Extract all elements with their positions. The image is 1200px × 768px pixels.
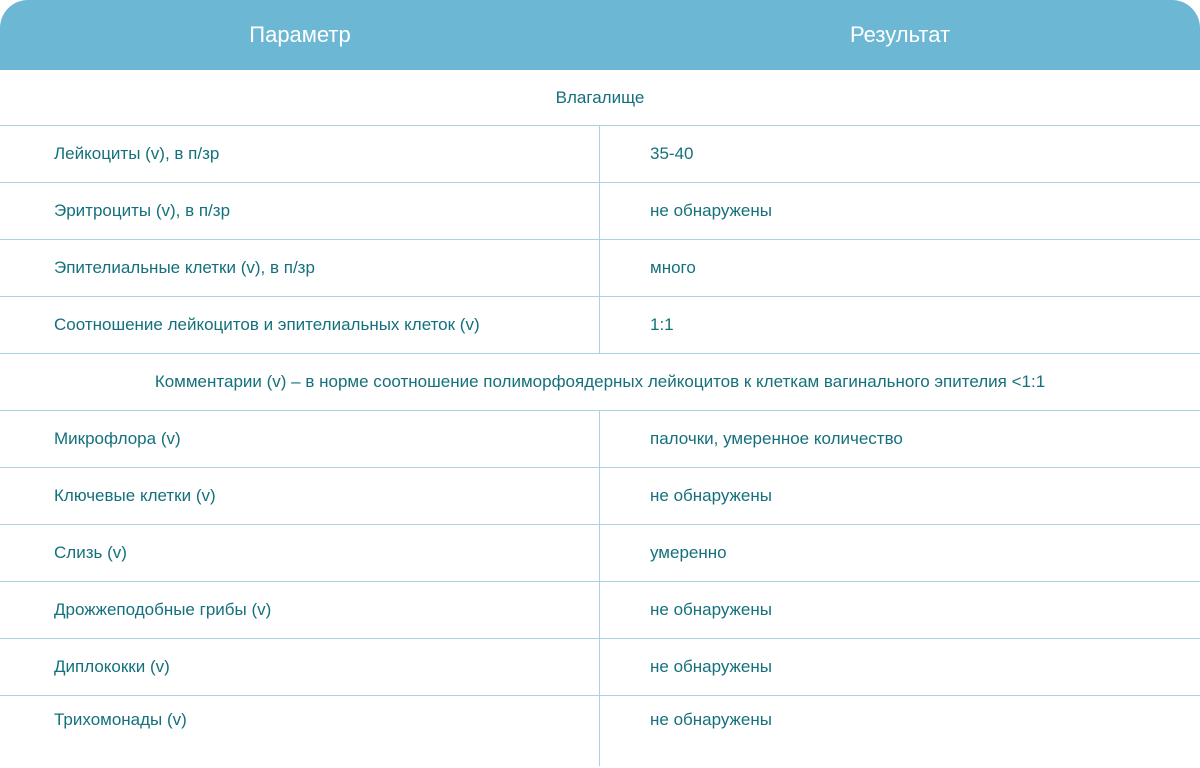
table-row [0,297,1200,354]
param-cell: Лейкоциты (v), в п/зр [0,126,600,182]
result-cell: не обнаружены [650,201,772,220]
table-row [0,183,1200,240]
result-cell: много [650,258,696,277]
result-cell: умеренно [650,543,727,562]
param-cell: Ключевые клетки (v) [0,468,600,524]
table-row [0,525,1200,582]
comment-row [0,354,1200,411]
result-cell: не обнаружены [650,600,772,619]
param-cell: Соотношение лейкоцитов и эпителиальных клеток (v) [0,297,600,353]
result-cell: палочки, умеренное количество [650,429,903,448]
result-cell: 35-40 [650,144,694,163]
table-row [0,126,1200,183]
table-row [0,468,1200,525]
table-row [0,411,1200,468]
table-row [0,582,1200,639]
param-cell: Диплококки (v) [0,639,600,695]
param-cell: Эпителиальные клетки (v), в п/зр [0,240,600,296]
section-title: Влагалище [555,87,645,107]
param-cell: Слизь (v) [0,525,600,581]
param-cell: Микрофлора (v) [0,411,600,467]
result-cell: не обнаружены [650,710,772,729]
result-cell: 1:1 [650,315,674,334]
param-cell: Эритроциты (v), в п/зр [0,183,600,239]
param-cell: Дрожжеподобные грибы (v) [0,582,600,638]
header-parameter: Параметр [249,22,351,47]
table-row [0,696,1200,766]
result-cell: не обнаружены [650,657,772,676]
table-header [0,0,1200,70]
header-result: Результат [849,22,951,47]
comment-text: Комментарии (v) – в норме соотношение полиморфоядерных лейкоцитов к клеткам вагинального эпителия <1:1 [154,372,1046,391]
table-row [0,240,1200,297]
param-cell: Трихомонады (v) [0,696,600,766]
table-row [0,639,1200,696]
result-cell: не обнаружены [650,486,772,505]
section-row [0,70,1200,126]
